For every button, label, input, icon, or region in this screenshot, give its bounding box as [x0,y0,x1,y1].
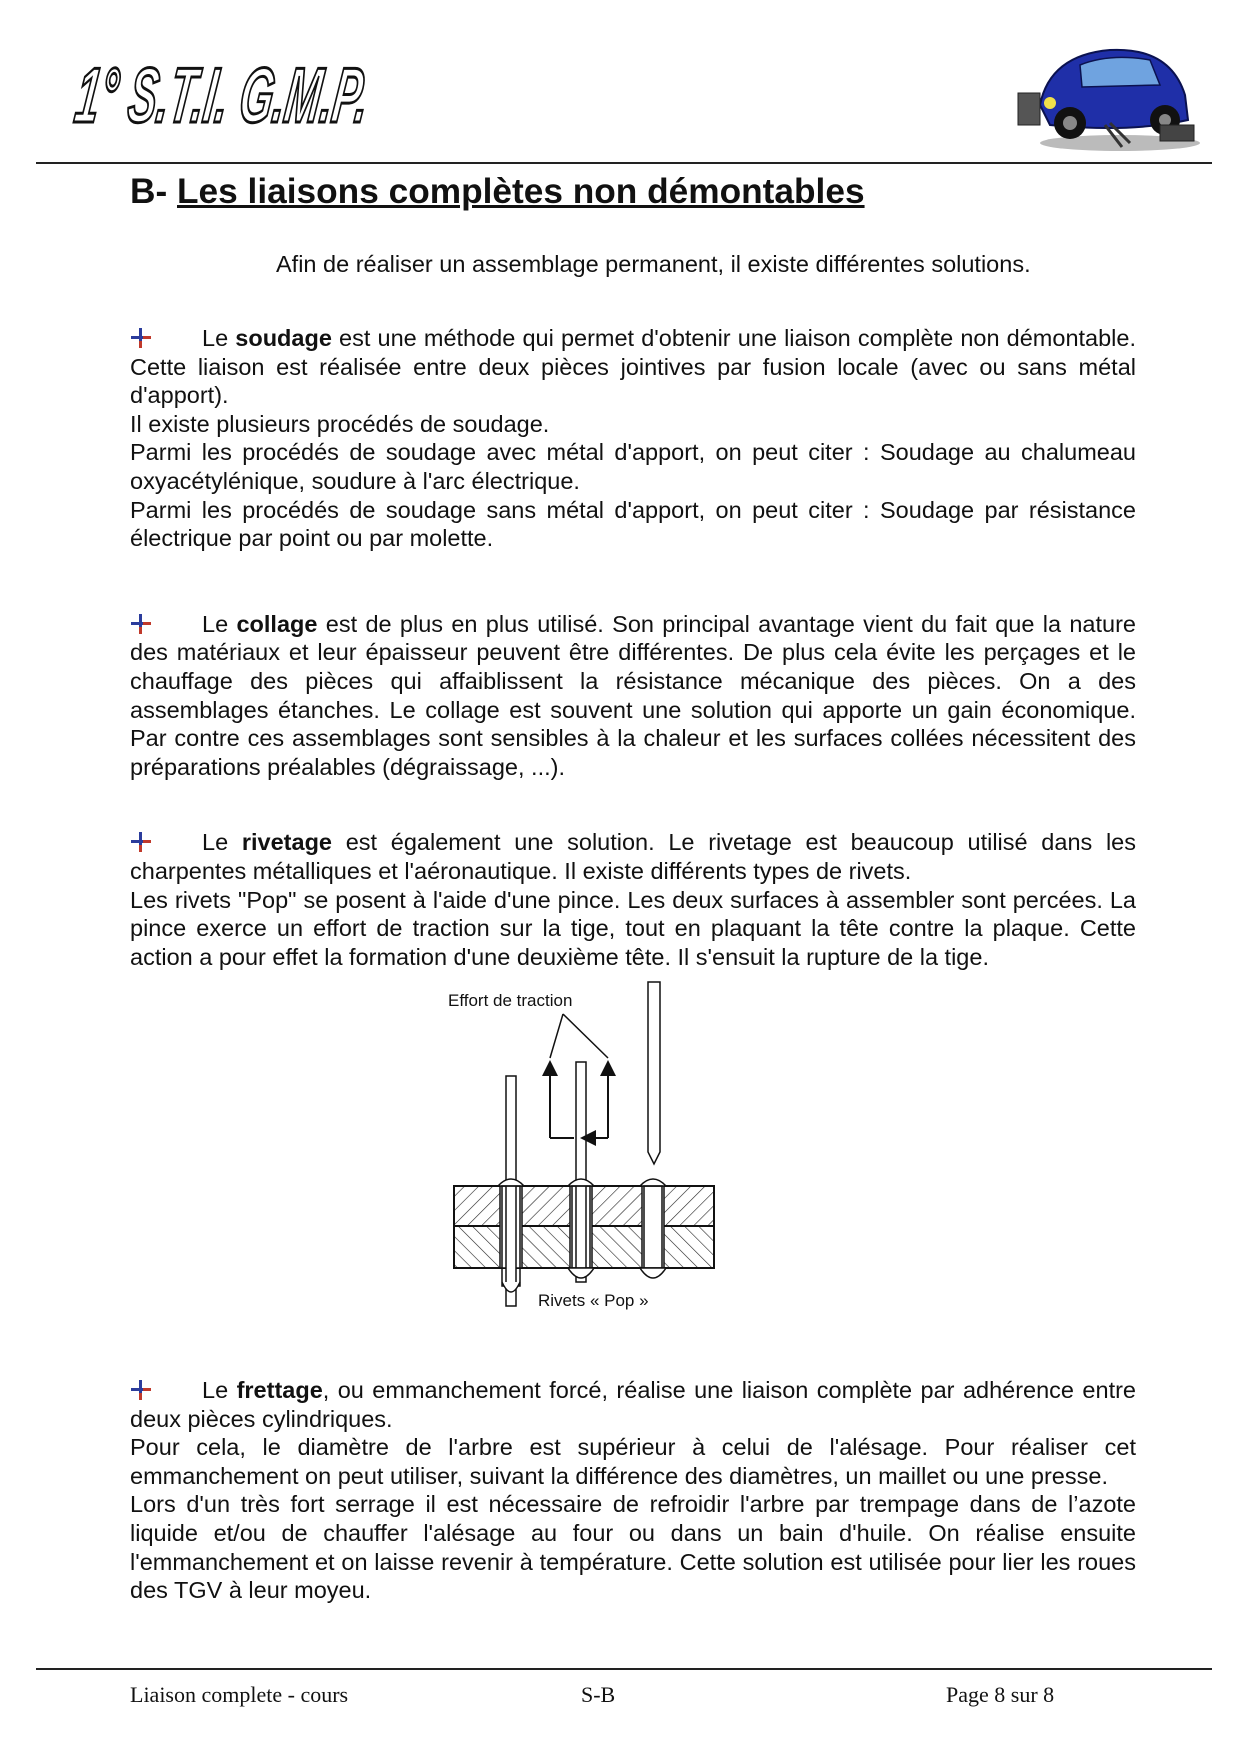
paragraph-collage [130,610,1136,782]
logo-text: 1° S.T.I. G.M.P. [70,51,614,139]
rivetage-line-1: est également une solution. Le rivetage est beaucoup utilisé dans les charpentes métalliques et l'aéronautique. Il existe différents types de rivets. [130,829,1137,884]
page-footer [130,1682,1070,1712]
soudage-line-3: Parmi les procédés de soudage avec métal d'apport, on peut citer : Soudage au chalumeau oxyacétylénique, soudure à l'arc électrique. [130,439,1136,494]
car-icon [1018,50,1200,151]
frettage-le: Le [202,1377,229,1403]
figure-label-rivets: Rivets « Pop » [538,1291,649,1310]
rivet-1 [498,1076,524,1306]
bullet-icon [130,613,152,635]
paragraph-frettage [130,1376,1136,1605]
car-illustration [1010,25,1210,155]
rivetage-line-2: Les rivets "Pop" se posent à l'aide d'une pince. Les deux surfaces à assembler sont percées. La pince exerce un effort de traction sur la tige, tout en plaquant la tête contre la plaque. Cette action a pour effet la formation d'une deuxième tête. Il s'ensuit la rupture de la tige. [130,886,1136,970]
frettage-line-3: Lors d'un très fort serrage il est nécessaire de refroidir l'arbre par trempage dans de l’azote liquide et/ou de chauffer l'alésage au four ou dans un bain d'huile. On réalise ensuite l'emmanchement et on laisse revenir à température. Cette solution est utilisée pour lier les roues des TGV à leur moyeu. [130,1491,1136,1604]
frettage-line-2: Pour cela, le diamètre de l'arbre est supérieur à celui de l'alésage. Pour réaliser cet emmanchement on peut utiliser, suivant la différence des diamètres, un maillet ou une presse. [130,1434,1136,1489]
soudage-line-1: est une méthode qui permet d'obtenir une liaison complète non démontable. Cette liaison est réalisée entre deux pièces jointives par fusion locale (avec ou sans métal d'apport). [130,325,1136,409]
paragraph-rivetage [130,828,1136,971]
footer-divider [36,1668,1212,1670]
rivet-figure [448,976,718,1316]
collage-keyword: collage [236,610,318,637]
rivetage-keyword: rivetage [241,829,332,856]
bullet-icon [130,1379,152,1401]
header-logo [70,42,614,142]
header-divider [36,162,1212,164]
soudage-le: Le [202,325,229,351]
rivetage-le: Le [202,829,229,856]
paragraph-soudage [130,324,1136,553]
footer-page-number: Page 8 sur 8 [946,1682,1055,1707]
bullet-icon [130,327,152,349]
bullet-icon [130,831,152,853]
figure-label-traction: Effort de traction [448,991,573,1010]
page-content [130,172,1137,1604]
section-prefix: B- [130,172,168,211]
frettage-keyword: frettage [236,1377,323,1403]
frettage-line-1: , ou emmanchement forcé, réalise une liaison complète par adhérence entre deux pièces cylindriques. [130,1377,1136,1432]
footer-document-title: Liaison complete - cours [130,1682,349,1707]
section-heading: Les liaisons complètes non démontables [177,172,865,211]
intro-paragraph: Afin de réaliser un assemblage permanent, il existe différentes solutions. [276,251,1031,277]
soudage-line-2: Il existe plusieurs procédés de soudage. [130,410,550,437]
soudage-line-4: Parmi les procédés de soudage sans métal d'apport, on peut citer : Soudage par résistance électrique par point ou par molette. [130,496,1136,552]
collage-le: Le [202,610,229,637]
section-title [130,172,1136,211]
footer-section-code: S-B [581,1682,616,1707]
collage-line-1: est de plus en plus utilisé. Son principal avantage vient du fait que la nature des matériaux et leur épaisseur peuvent être différentes. De plus cela évite les perçages et le chauffage des pièces qui affaiblissent la résistance mécanique des pièces. On a des assemblages étanches. Le collage est souvent une solution qui apporte un gain économique. Par contre ces assemblages sont sensibles à la chaleur et les surfaces collées nécessitent des préparations préalables (dégraissage, ...). [130,610,1136,780]
soudage-keyword: soudage [235,325,332,351]
